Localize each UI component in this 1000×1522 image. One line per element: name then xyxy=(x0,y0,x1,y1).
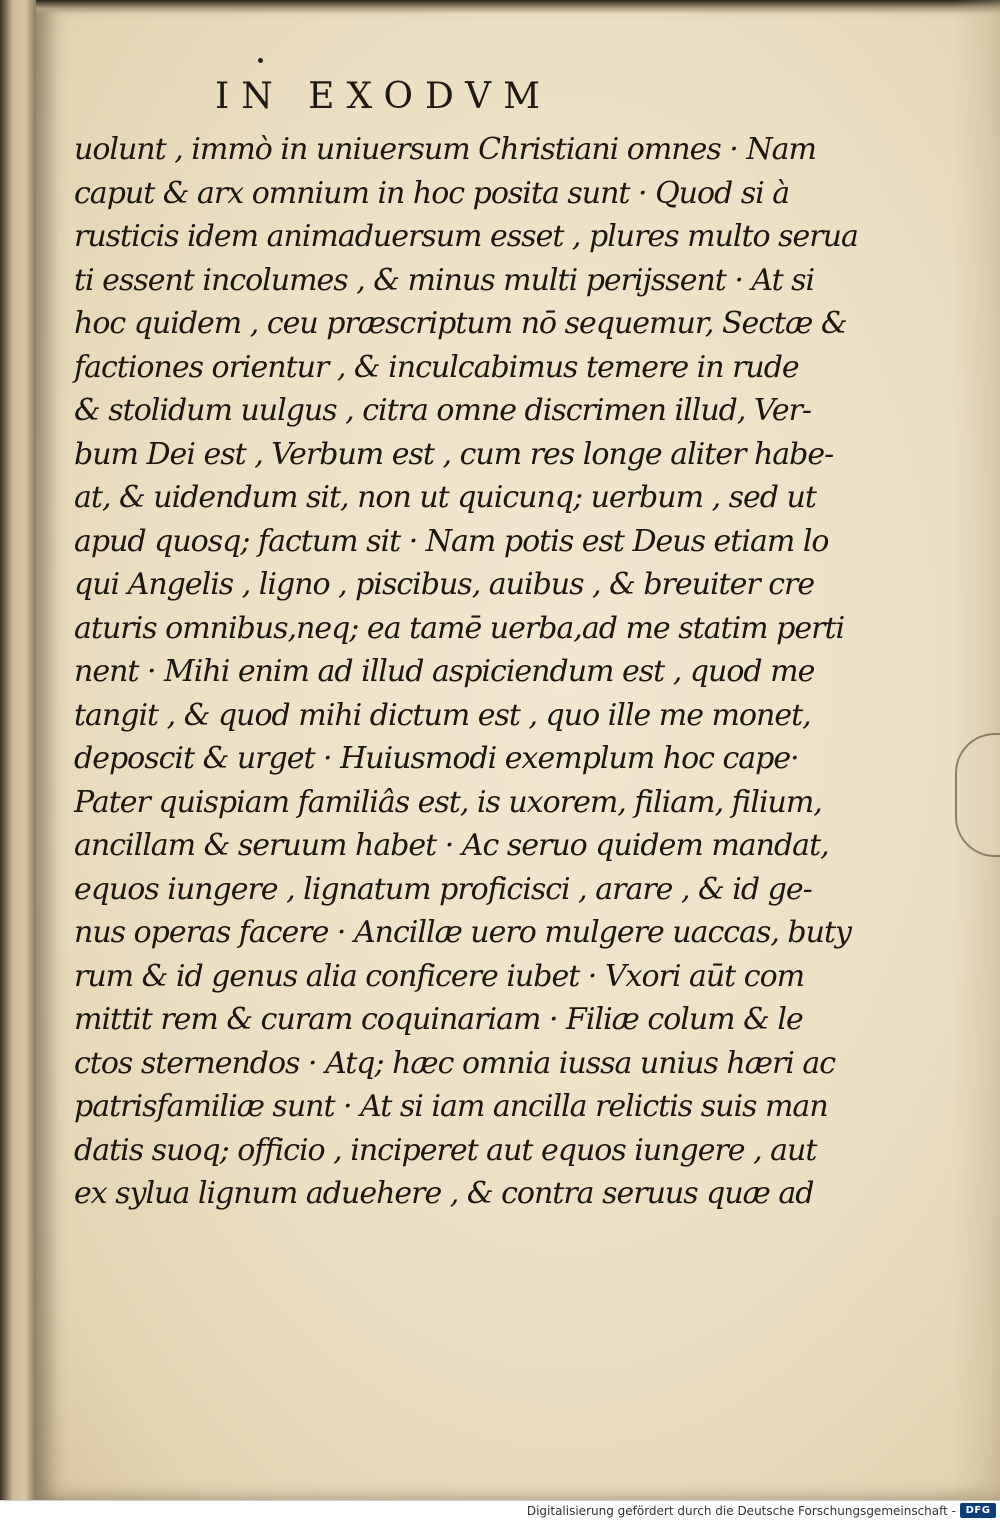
text-line: deposcit & urget · Huiusmodi exemplum hoc cape· xyxy=(74,741,799,776)
text-line: bum Dei est , Verbum est , cum res longe aliter habe- xyxy=(74,436,834,472)
text-line: caput & arx omnium in hoc posita sunt · Quod si à xyxy=(74,175,790,211)
running-head: IN EXODVM xyxy=(215,76,553,117)
text-line: nus operas facere · Ancillæ uero mulgere uaccas, buty xyxy=(74,915,851,950)
facing-page-edge xyxy=(0,0,36,1500)
text-line: ti essent incolumes , & minus multi perijssent · At si xyxy=(74,262,815,298)
text-line: at, & uidendum sit, non ut quicunq; uerbum , sed ut xyxy=(74,480,816,515)
text-line: datis suoq; officio , inciperet aut equos iungere , aut xyxy=(74,1132,817,1168)
text-line: patrisfamiliæ sunt · At si iam ancilla relictis suis man xyxy=(74,1089,828,1124)
funding-credit: Digitalisierung gefördert durch die Deutsche Forschungsgemeinschaft - xyxy=(526,1504,956,1518)
text-line: apud quosq; factum sit · Nam potis est Deus etiam lo xyxy=(74,523,829,559)
page-top-shadow xyxy=(36,0,1000,14)
text-line: hoc quidem , ceu præscriptum nō sequemur, Sectæ & xyxy=(74,306,847,341)
header-dot-mark xyxy=(258,58,263,63)
text-line: ctos sternendos · Atq; hæc omnia iussa unius hæri ac xyxy=(74,1045,836,1081)
text-line: qui Angelis , ligno , piscibus, auibus , & breuiter cre xyxy=(74,567,815,602)
text-line: Pater quispiam familiâs est, is uxorem, filiam, filium, xyxy=(74,784,822,820)
page-clip-outline xyxy=(955,733,1000,857)
text-line: ex sylua lignum aduehere , & contra seruus quæ ad xyxy=(74,1176,814,1211)
digitization-footer xyxy=(0,1500,1000,1522)
text-line: factiones orientur , & inculcabimus temere in rude xyxy=(74,349,799,385)
text-line: aturis omnibus,neq; ea tamē uerba,ad me statim perti xyxy=(74,610,845,646)
body-text xyxy=(74,128,858,1216)
text-line: tangit , & quod mihi dictum est , quo ille me monet, xyxy=(74,697,811,733)
text-line: mittit rem & curam coquinariam · Filiæ colum & le xyxy=(74,1002,803,1037)
text-line: equos iungere , lignatum proficisci , arare , & id ge- xyxy=(74,871,812,907)
text-line: rusticis idem animaduersum esset , plures multo serua xyxy=(74,219,858,254)
text-line: & stolidum uulgus , citra omne discrimen illud, Ver- xyxy=(74,393,812,428)
text-line: rum & id genus alia conficere iubet · Vxori aūt com xyxy=(74,958,805,994)
text-line: nent · Mihi enim ad illud aspiciendum est , quod me xyxy=(74,654,815,689)
dfg-logo: DFG xyxy=(960,1503,996,1518)
text-line: uolunt , immò in uniuersum Christiani omnes · Nam xyxy=(74,132,816,167)
text-line: ancillam & seruum habet · Ac seruo quidem mandat, xyxy=(74,828,829,863)
facing-page-text-fragments xyxy=(2,140,24,1240)
